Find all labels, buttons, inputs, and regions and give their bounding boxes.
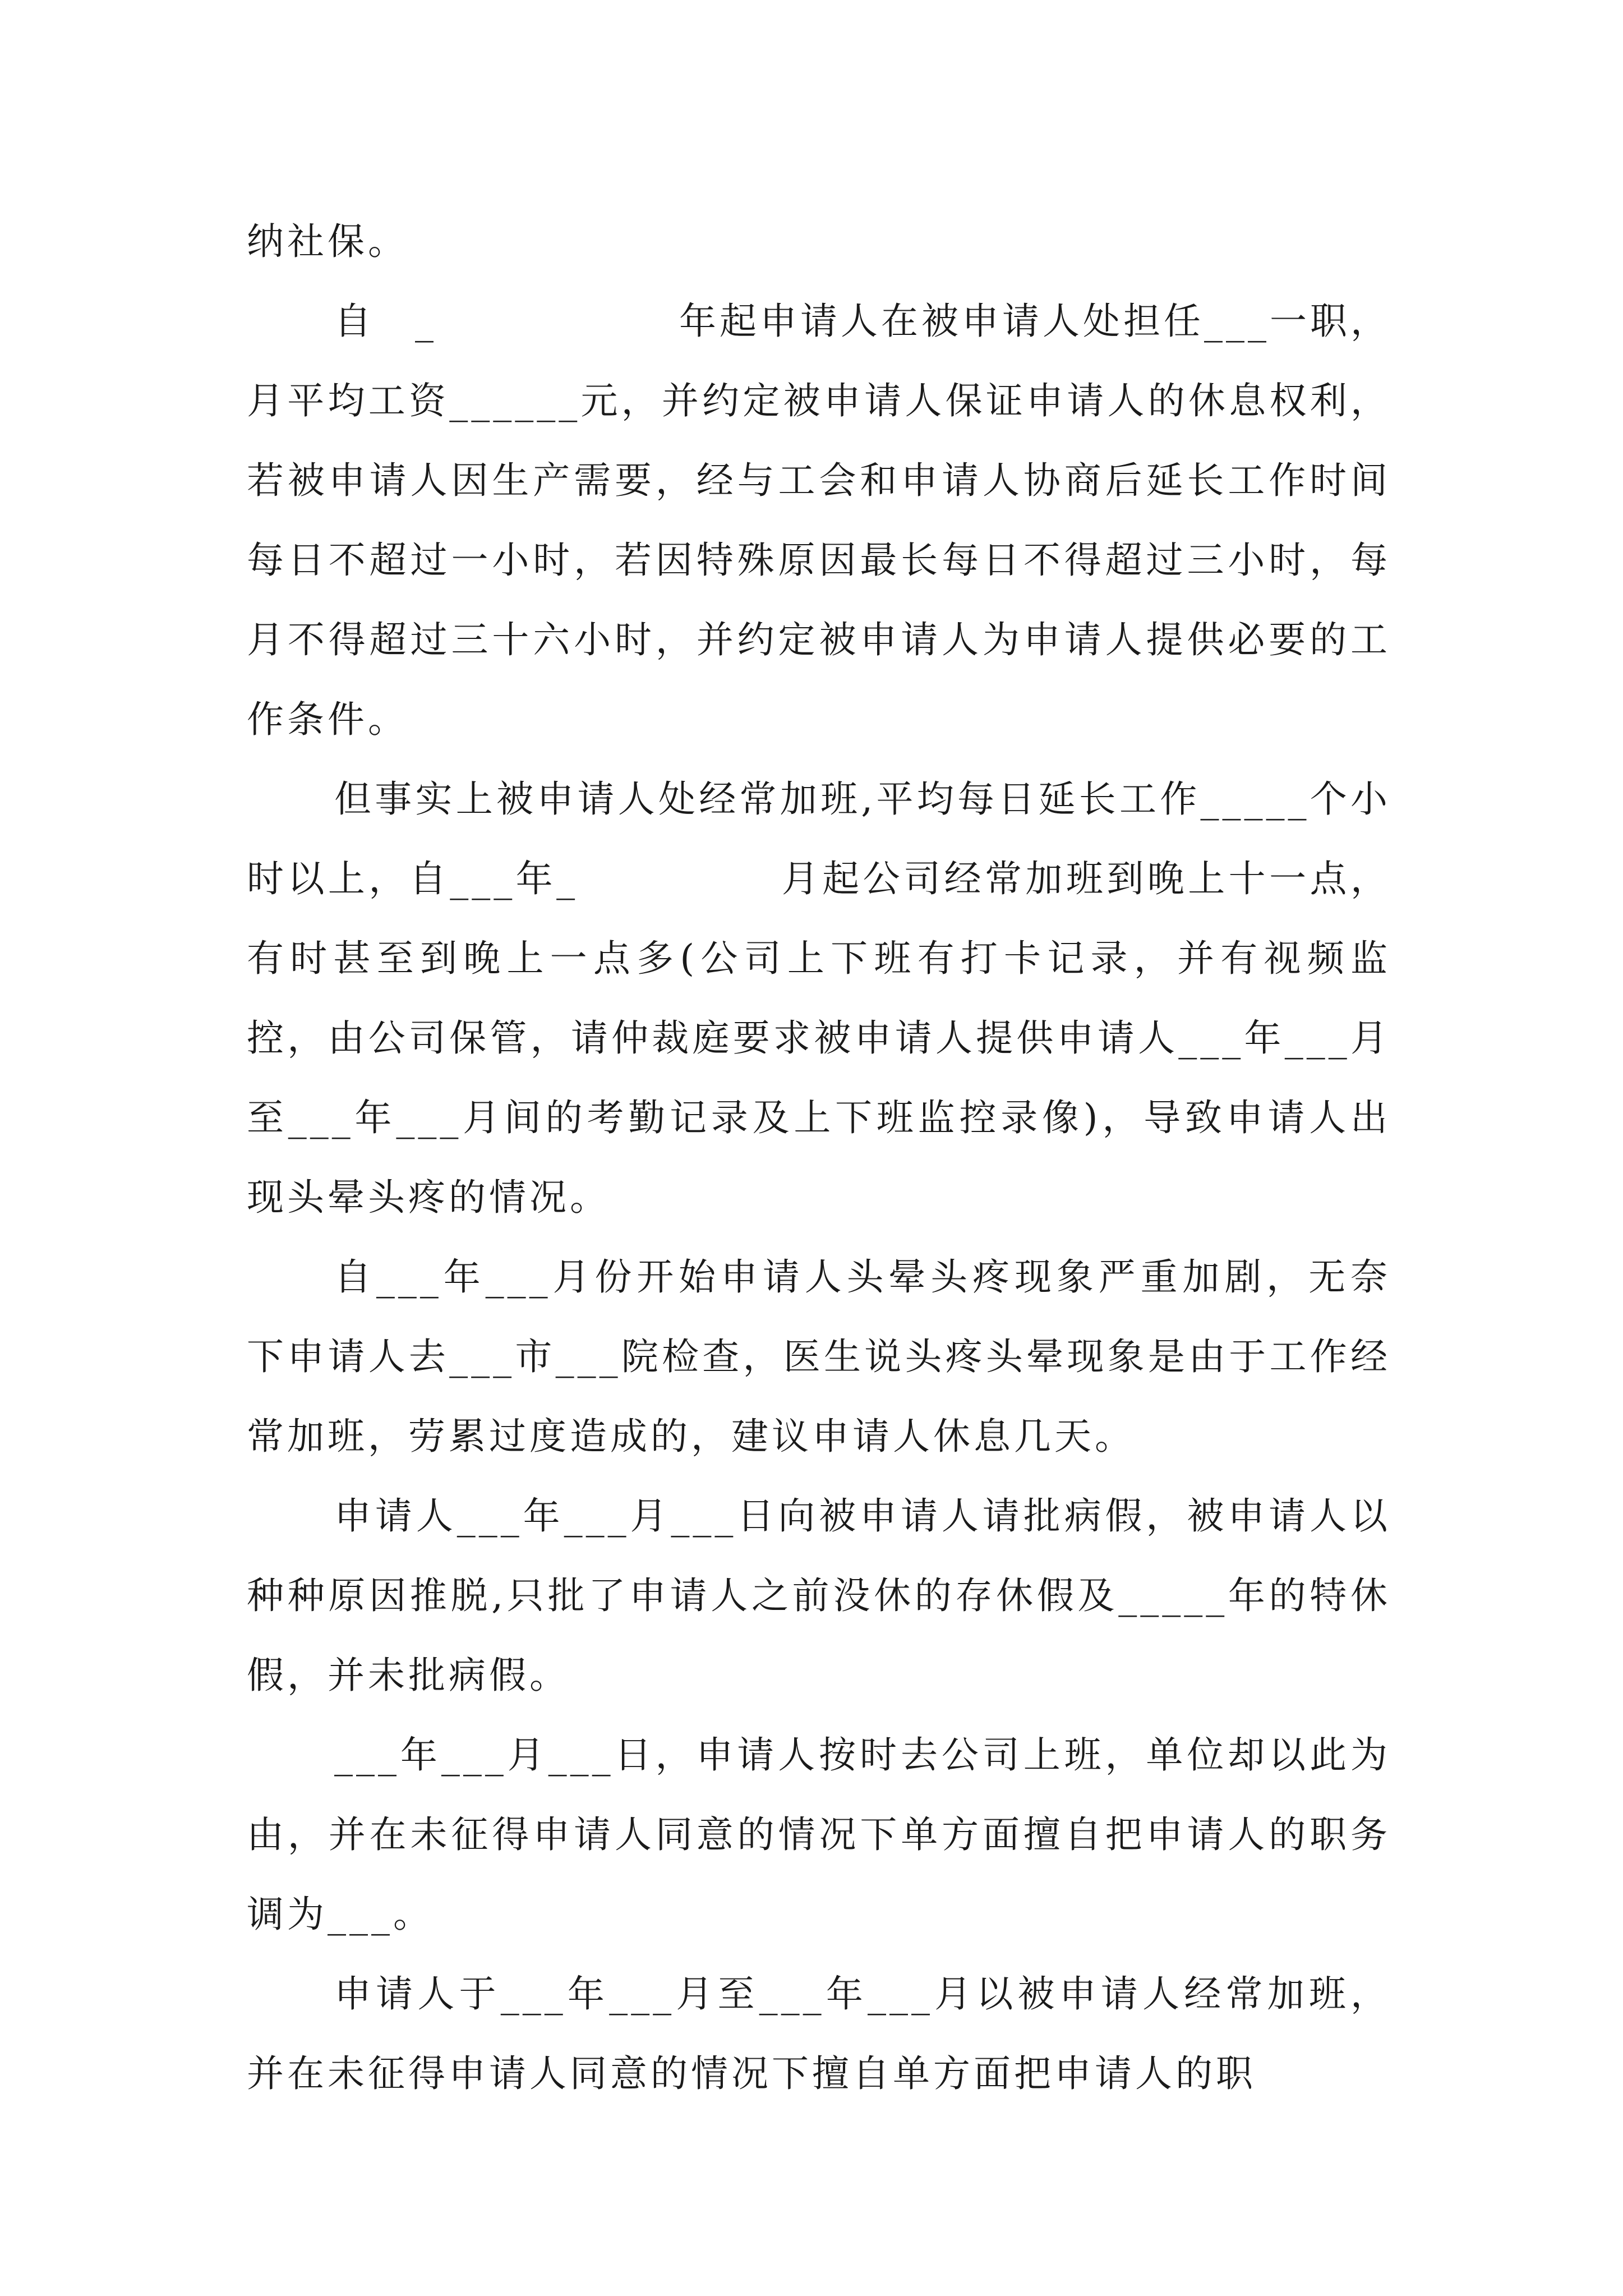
paragraph-5: 申请人___年___月___日向被申请人请批病假，被申请人以种种原因推脱,只批了申请人之前没休的存休假及_____年的特休假，并未批病假。 xyxy=(247,1494,1391,1697)
paragraph-4: 自___年___月份开始申请人头晕头疼现象严重加剧，无奈下申请人去___市___院检查，医生说头疼头晕现象是由于工作经常加班，劳累过度造成的，建议申请人休息几天。 xyxy=(247,1255,1391,1458)
paragraph-7: 申请人于___年___月至___年___月以被申请人经常加班，并在未征得申请人同意的情况下擅自单方面把申请人的职 xyxy=(247,1972,1391,2095)
paragraph-6: ___年___月___日，申请人按时去公司上班，单位却以此为由，并在未征得申请人同意的情况下单方面擅自把申请人的职务调为___。 xyxy=(247,1733,1391,1936)
paragraph-2: 自 _ 年起申请人在被申请人处担任___一职，月平均工资______元，并约定被申请人保证申请人的休息权利，若被申请人因生产需要，经与工会和申请人协商后延长工作时间每日不超过一小时，若因特殊原因最长每日不得超过三小时，每月不得超过三十六小时，并约定被申请人为申请人提供必要的工作条件。 xyxy=(247,300,1391,741)
paragraph-1: 纳社保。 xyxy=(247,220,408,263)
document-body xyxy=(247,202,1391,2114)
paragraph-3: 但事实上被申请人处经常加班,平均每日延长工作_____个小时以上，自___年_ 月起公司经常加班到晚上十一点，有时甚至到晚上一点多(公司上下班有打卡记录，并有视频监控，由公司保管，请仲裁庭要求被申请人提供申请人___年___月至___年___月间的考勤记录及上下班监控录像)，导致申请人出现头晕头疼的情况。 xyxy=(247,777,1391,1219)
